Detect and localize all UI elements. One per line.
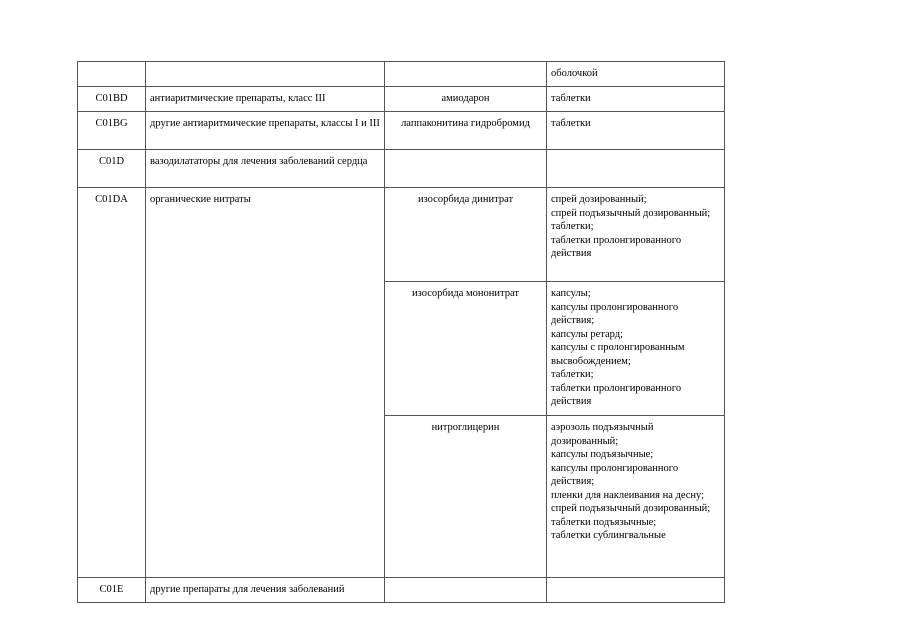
atc-code-cell: C01DA (78, 188, 146, 578)
table-row (78, 188, 725, 282)
dosage-form-cell: спрей дозированный; спрей подъязычный дозированный; таблетки; таблетки пролонгированного действия (547, 188, 725, 282)
group-name-cell: другие антиаритмические препараты, классы I и III (146, 112, 385, 150)
inn-cell (385, 150, 547, 188)
inn-cell: лаппаконитина гидробромид (385, 112, 547, 150)
table-row (78, 150, 725, 188)
table-row (78, 112, 725, 150)
dosage-form-cell: аэрозоль подъязычный дозированный; капсулы подъязычные; капсулы пролонгированного действия; пленки для наклеивания на десну; спрей подъязычный дозированный; таблетки подъязычные; таблетки сублингвальные (547, 416, 725, 578)
group-name-cell: антиаритмические препараты, класс III (146, 87, 385, 112)
inn-cell: изосорбида мононитрат (385, 282, 547, 416)
dosage-form-cell (547, 578, 725, 603)
atc-code-cell: C01BG (78, 112, 146, 150)
table-row (78, 87, 725, 112)
inn-cell: изосорбида динитрат (385, 188, 547, 282)
group-name-cell: вазодилататоры для лечения заболеваний сердца (146, 150, 385, 188)
inn-cell: нитроглицерин (385, 416, 547, 578)
group-name-cell (146, 62, 385, 87)
group-name-cell: органические нитраты (146, 188, 385, 578)
atc-code-cell: C01E (78, 578, 146, 603)
dosage-form-cell: оболочкой (547, 62, 725, 87)
atc-code-cell: C01BD (78, 87, 146, 112)
dosage-form-cell (547, 150, 725, 188)
table-row (78, 62, 725, 87)
inn-cell: амиодарон (385, 87, 547, 112)
table-row (78, 578, 725, 603)
inn-cell (385, 62, 547, 87)
atc-code-cell (78, 62, 146, 87)
atc-code-cell: C01D (78, 150, 146, 188)
dosage-form-cell: таблетки (547, 87, 725, 112)
inn-cell (385, 578, 547, 603)
dosage-form-cell: таблетки (547, 112, 725, 150)
dosage-form-cell: капсулы; капсулы пролонгированного действия; капсулы ретард; капсулы с пролонгированным высвобождением; таблетки; таблетки пролонгированного действия (547, 282, 725, 416)
group-name-cell: другие препараты для лечения заболеваний (146, 578, 385, 603)
atc-drug-table (77, 61, 725, 603)
